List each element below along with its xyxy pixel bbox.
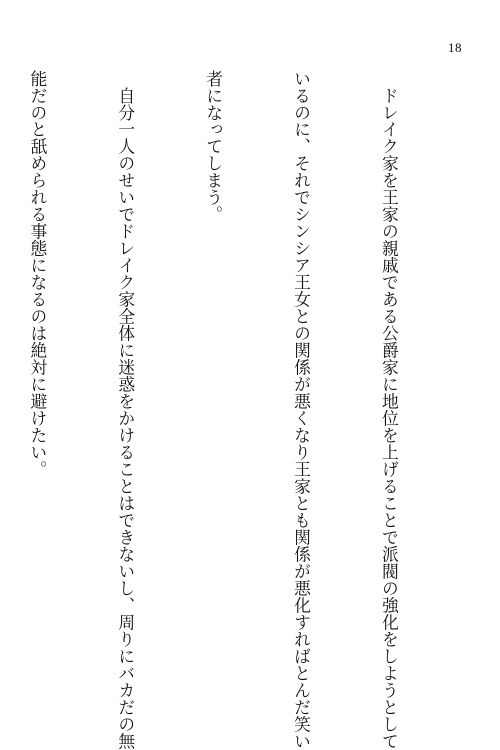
text-line: 自分一人のせいでドレイク家全体に迷惑をかけることはできないし、周りにバカだの無 xyxy=(115,70,136,750)
text-line: ドレイク家を王家の親戚である公爵家に地位を上げることで派閥の強化をしようとして xyxy=(379,70,400,750)
text-line: 者になってしまう。 xyxy=(203,70,224,223)
text-line: 能だのと舐められる事態になるのは絶対に避けたい。 xyxy=(27,70,48,478)
page-number: 18 xyxy=(448,40,462,55)
text-line: いるのに、それでシンシア王女との関係が悪くなり王家とも関係が悪化すればとんだ笑い xyxy=(291,70,312,750)
vertical-text-block xyxy=(27,70,462,750)
